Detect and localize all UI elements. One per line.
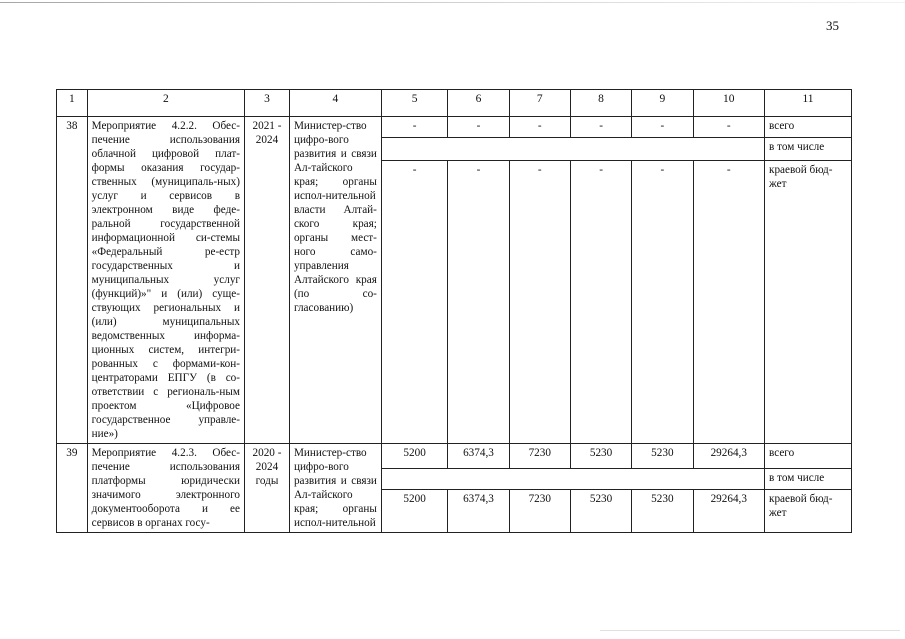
header-col-7: 7 [509,90,570,117]
scan-edge-bottom [600,630,900,631]
value-cell: 29264,3 [693,490,765,533]
value-cell: 7230 [509,444,570,469]
value-cell: - [632,117,693,138]
financing-source: краевой бюд-жет [765,161,852,444]
value-cell: - [448,117,509,138]
value-cell: - [693,117,765,138]
value-cell: 6374,3 [448,444,509,469]
value-cell: - [381,161,447,444]
implementation-period: 2021 - 2024 [245,117,290,444]
header-row [57,90,852,117]
value-cell: 5230 [570,490,631,533]
value-cell: 5200 [381,444,447,469]
table-row [57,444,852,469]
header-col-6: 6 [448,90,509,117]
financing-source: в том числе [765,469,852,490]
scan-edge-top [0,2,905,3]
financing-source: всего [765,117,852,138]
header-col-5: 5 [381,90,447,117]
measure-description: Мероприятие 4.2.2. Обес-печение использования облачной цифровой плат-формы оказания государ-ственных (муниципаль-ных) услуг и сервисов в электронном виде феде-ральной государственной информационной си-стемы «Федеральный ре-естр государственных и муниципальных услуг (функций)»" и (или) суще-ствующих региональных и (или) муниципальных ведомственных информа-ционных систем, интегри-рованных с формами-кон-центраторами ЕПГУ (в со-ответствии с региональ-ным проектом «Цифровое государственное управле-ние») [87,117,244,444]
header-col-2: 2 [87,90,244,117]
header-col-1: 1 [57,90,88,117]
executor: Министер-ство цифро-вого развития и связи Ал-тайского края; органы испол-нительной [289,444,381,533]
value-cell: 7230 [509,490,570,533]
budget-table [56,89,852,533]
financing-source: в том числе [765,138,852,161]
page-number: 35 [826,18,839,33]
empty-cell [381,138,764,161]
value-cell: - [448,161,509,444]
header-col-8: 8 [570,90,631,117]
row-number: 39 [57,444,88,533]
table-row [57,117,852,138]
header-col-11: 11 [765,90,852,117]
value-cell: 5230 [632,444,693,469]
financing-source: всего [765,444,852,469]
value-cell: - [570,117,631,138]
value-cell: - [509,161,570,444]
value-cell: 6374,3 [448,490,509,533]
row-number: 38 [57,117,88,444]
financing-source: краевой бюд-жет [765,490,852,533]
value-cell: - [509,117,570,138]
empty-cell [381,469,764,490]
value-cell: - [570,161,631,444]
header-col-9: 9 [632,90,693,117]
value-cell: 5230 [632,490,693,533]
executor: Министер-ство цифро-вого развития и связи Ал-тайского края; органы испол-нительной власти Алтай-ского края; органы мест-ного само-управления Алтайского края (по со-гласованию) [289,117,381,444]
value-cell: 5230 [570,444,631,469]
measure-description: Мероприятие 4.2.3. Обес-печение использования платформы юридически значимого электронного документооборота и ее сервисов в органах госу- [87,444,244,533]
implementation-period: 2020 - 2024 годы [245,444,290,533]
value-cell: 5200 [381,490,447,533]
header-col-10: 10 [693,90,765,117]
header-col-3: 3 [245,90,290,117]
header-col-4: 4 [289,90,381,117]
value-cell: 29264,3 [693,444,765,469]
value-cell: - [381,117,447,138]
value-cell: - [693,161,765,444]
value-cell: - [632,161,693,444]
